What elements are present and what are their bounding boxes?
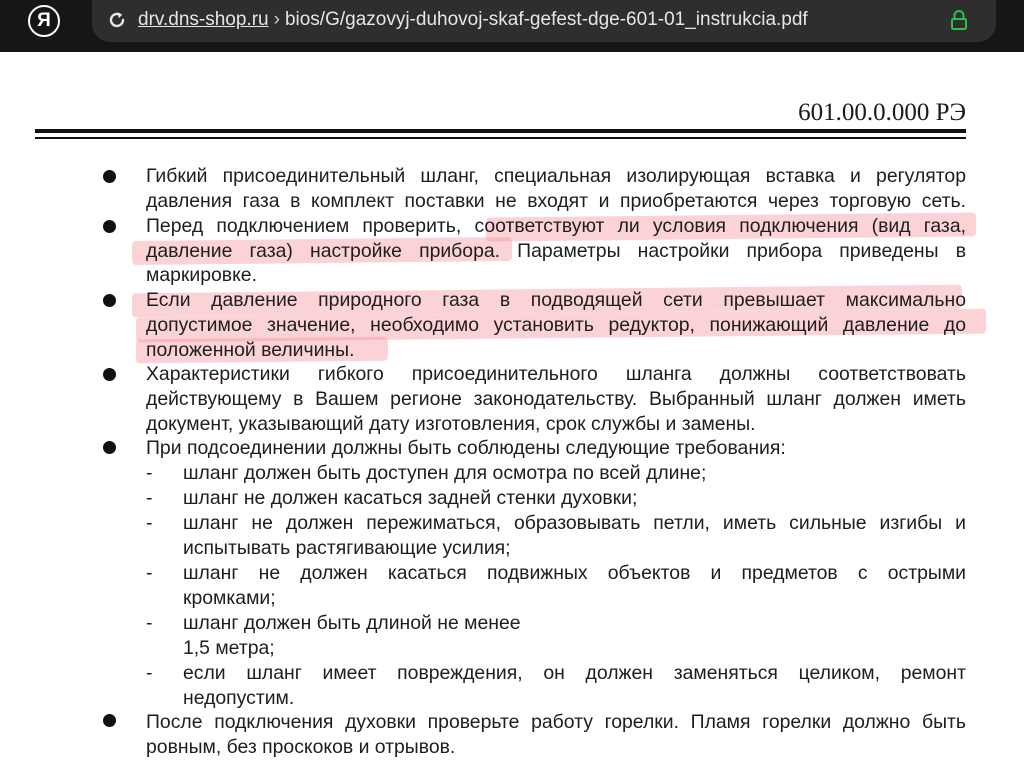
text-line: недопустим. [183, 687, 295, 709]
document-code: 601.00.0.000 РЭ [798, 99, 966, 126]
url-path[interactable]: bios/G/gazovyj-duhovoj-skaf-gefest-dge-601-01_instrukcia.pdf [284, 9, 808, 30]
text-line: маркировке. [146, 264, 257, 286]
text-line: действующему в Вашем регионе законодательству. Выбранный шланг должен иметь [146, 388, 966, 410]
dash-marker: - [146, 462, 153, 484]
text-line: Характеристики гибкого присоединительного шланга должны соответствовать [146, 363, 966, 385]
bullet-marker [103, 368, 116, 381]
url-host[interactable]: drv.dns-shop.ru [138, 9, 269, 30]
header-rule-thick [35, 129, 966, 133]
url-separator: › [273, 9, 280, 30]
dash-marker: - [146, 512, 153, 534]
text-line: Гибкий присоединительный шланг, специальная изолирующая вставка и регулятор [146, 165, 966, 187]
header-rule-thin [35, 137, 966, 139]
text-line: положенной величины. [146, 339, 355, 361]
bullet-marker [103, 170, 116, 183]
text-line: шланг не должен касаться задней стенки духовки; [183, 487, 638, 509]
text-line: кромками; [183, 587, 276, 609]
lock-icon[interactable] [950, 9, 968, 31]
text-line: После подключения духовки проверьте работу горелки. Пламя горелки должно быть [146, 711, 966, 733]
yandex-logo-icon[interactable]: Я [28, 5, 60, 37]
bullet-marker [103, 220, 116, 233]
text-line: ровным, без проскоков и отрывов. [146, 736, 456, 758]
bullet-marker [103, 441, 116, 454]
bullet-marker [103, 714, 116, 727]
reload-icon[interactable] [107, 10, 127, 30]
text-line: Если давление природного газа в подводящей сети превышает максимально [146, 289, 966, 311]
dash-marker: - [146, 662, 153, 684]
dash-marker: - [146, 562, 153, 584]
text-line: давления газа в комплект поставки не входят и приобретаются через торговую сеть. [146, 190, 966, 212]
text-line: если шланг имеет повреждения, он должен заменяться целиком, ремонт [183, 662, 966, 684]
text-line: шланг должен быть доступен для осмотра по всей длине; [183, 462, 707, 484]
text-line: 1,5 метра; [183, 637, 275, 659]
text-line: шланг не должен пережиматься, образовывать петли, иметь сильные изгибы и [183, 512, 966, 534]
browser-toolbar [0, 0, 1024, 52]
bullet-marker [103, 294, 116, 307]
text-line: шланг должен быть длиной не менее [183, 612, 521, 634]
dash-marker: - [146, 487, 153, 509]
text-line: При подсоединении должны быть соблюдены следующие требования: [146, 437, 786, 459]
text-line: документ, указывающий дату изготовления, срок службы и замены. [146, 413, 756, 435]
text-line: давление газа) настройке прибора. Параметры настройки прибора приведены в [146, 240, 966, 262]
text-line: шланг не должен касаться подвижных объектов и предметов с острыми [183, 562, 966, 584]
text-line: допустимое значение, необходимо установить редуктор, понижающий давление до [146, 314, 966, 336]
dash-marker: - [146, 612, 153, 634]
url-text[interactable] [138, 9, 808, 31]
text-line: испытывать растягивающие усилия; [183, 537, 511, 559]
address-bar[interactable] [92, 0, 996, 42]
text-line: Перед подключением проверить, соответствуют ли условия подключения (вид газа, [146, 215, 966, 237]
